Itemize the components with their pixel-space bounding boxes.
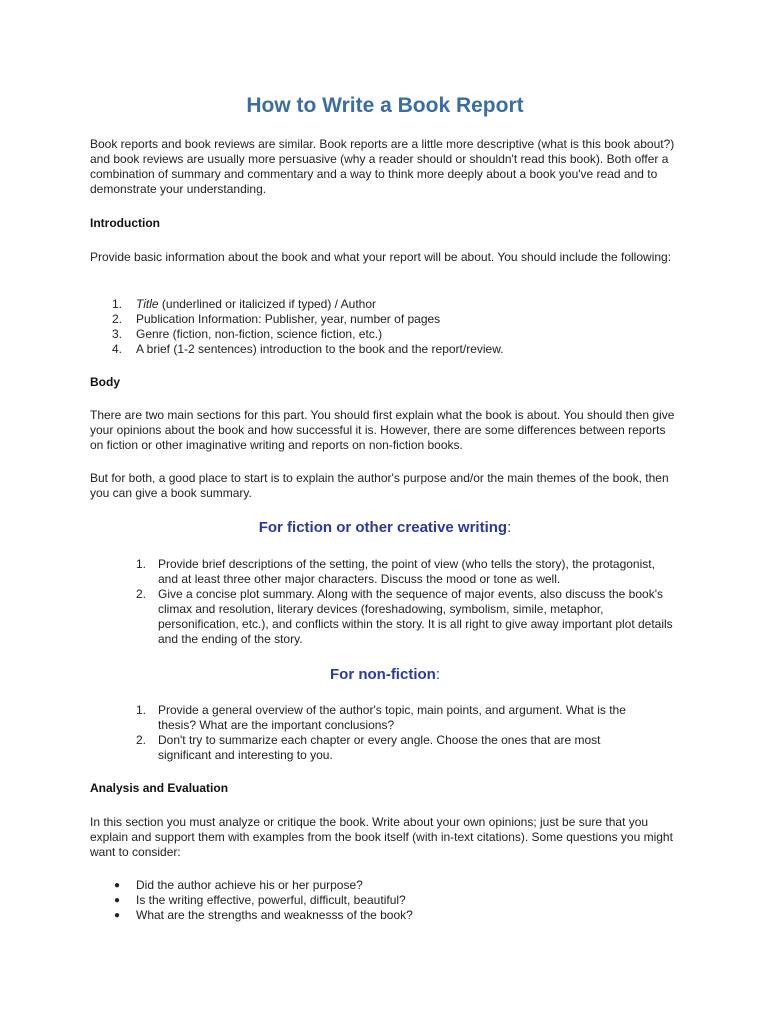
nonfiction-list	[90, 703, 682, 763]
list-item	[90, 312, 682, 327]
body-paragraph-2: But for both, a good place to start is to explain the author's purpose and/or the main themes of the book, then you can give a book summary.	[90, 471, 669, 500]
fiction-heading	[90, 518, 680, 537]
list-item	[90, 297, 682, 312]
list-item	[90, 908, 682, 923]
body-heading: Body	[90, 375, 120, 389]
fiction-heading-text: For fiction or other creative writing	[258, 519, 508, 536]
item-text: A brief (1-2 sentences) introduction to the book and the report/review.	[136, 342, 504, 356]
list-item	[90, 587, 678, 647]
list-item	[90, 557, 678, 587]
fiction-list	[90, 557, 682, 647]
list-item	[90, 342, 682, 357]
list-item	[90, 703, 654, 733]
nonfiction-heading	[90, 665, 680, 684]
item-text: Don't try to summarize each chapter or every angle. Choose the ones that are most significant and interesting to you.	[158, 733, 601, 762]
introduction-heading: Introduction	[90, 216, 160, 230]
item-text: Did the author achieve his or her purpose?	[136, 878, 363, 892]
introduction-list	[90, 297, 682, 357]
list-item	[90, 733, 654, 763]
item-text: Genre (fiction, non-fiction, science fiction, etc.)	[136, 327, 383, 341]
nonfiction-heading-text: For non-fiction	[330, 666, 436, 683]
analysis-text: In this section you must analyze or critique the book. Write about your own opinions; just be sure that you explain and support them with examples from the book itself (with in-text citations). Some questions you might want to consider:	[90, 815, 673, 859]
body-paragraph-1: There are two main sections for this part. You should first explain what the book is about. You should then give your opinions about the book and how successful it is. However, there are some differences between reports on fiction or other imaginative writing and reports on non-fiction books.	[90, 408, 675, 452]
item-number: 1.	[136, 703, 147, 717]
item-text: Is the writing effective, powerful, difficult, beautiful?	[136, 893, 406, 907]
item-number: 4.	[112, 342, 123, 356]
page-title: How to Write a Book Report	[246, 94, 524, 117]
item-text: What are the strengths and weaknesss of the book?	[136, 908, 413, 922]
nonfiction-heading-colon: :	[435, 666, 440, 683]
item-number: 3.	[112, 327, 123, 341]
bullet-icon: ●	[114, 910, 121, 921]
item-text: Provide brief descriptions of the setting, the point of view (who tells the story), the protagonist, and at least three other major characters. Discuss the mood or tone as well.	[158, 557, 655, 586]
item-text: Give a concise plot summary. Along with the sequence of major events, also discuss the book's climax and resolution, literary devices (foreshadowing, symbolism, simile, metaphor, personification, etc.), and conflicts within the story. It is all right to give away important plot details and the ending of the story.	[158, 587, 673, 646]
bullet-icon: ●	[114, 880, 121, 891]
intro-paragraph: Book reports and book reviews are similar. Book reports are a little more descriptive (what is this book about?) and book reviews are usually more persuasive (why a reader should or shouldn't read this book). Both offer a combination of summary and commentary and a way to think more deeply about a book you've read and to demonstrate your understanding.	[90, 137, 675, 196]
item-italic: Title	[136, 297, 159, 311]
item-text: Publication Information: Publisher, year, number of pages	[136, 312, 441, 326]
item-number: 2.	[136, 733, 147, 747]
item-number: 2.	[136, 587, 147, 601]
analysis-heading: Analysis and Evaluation	[90, 781, 229, 795]
bullet-icon: ●	[114, 895, 121, 906]
item-text: Provide a general overview of the author's topic, main points, and argument. What is the thesis? What are the important conclusions?	[158, 703, 626, 732]
list-item	[90, 878, 682, 893]
item-number: 2.	[112, 312, 123, 326]
item-number: 1.	[136, 557, 147, 571]
list-item	[90, 893, 682, 908]
list-item	[90, 327, 682, 342]
item-number: 1.	[112, 297, 123, 311]
analysis-bullets	[90, 878, 682, 923]
introduction-text: Provide basic information about the book and what your report will be about. You should include the following:	[90, 250, 672, 264]
fiction-heading-colon: :	[507, 519, 512, 536]
item-text: (underlined or italicized if typed) / Author	[158, 297, 377, 311]
